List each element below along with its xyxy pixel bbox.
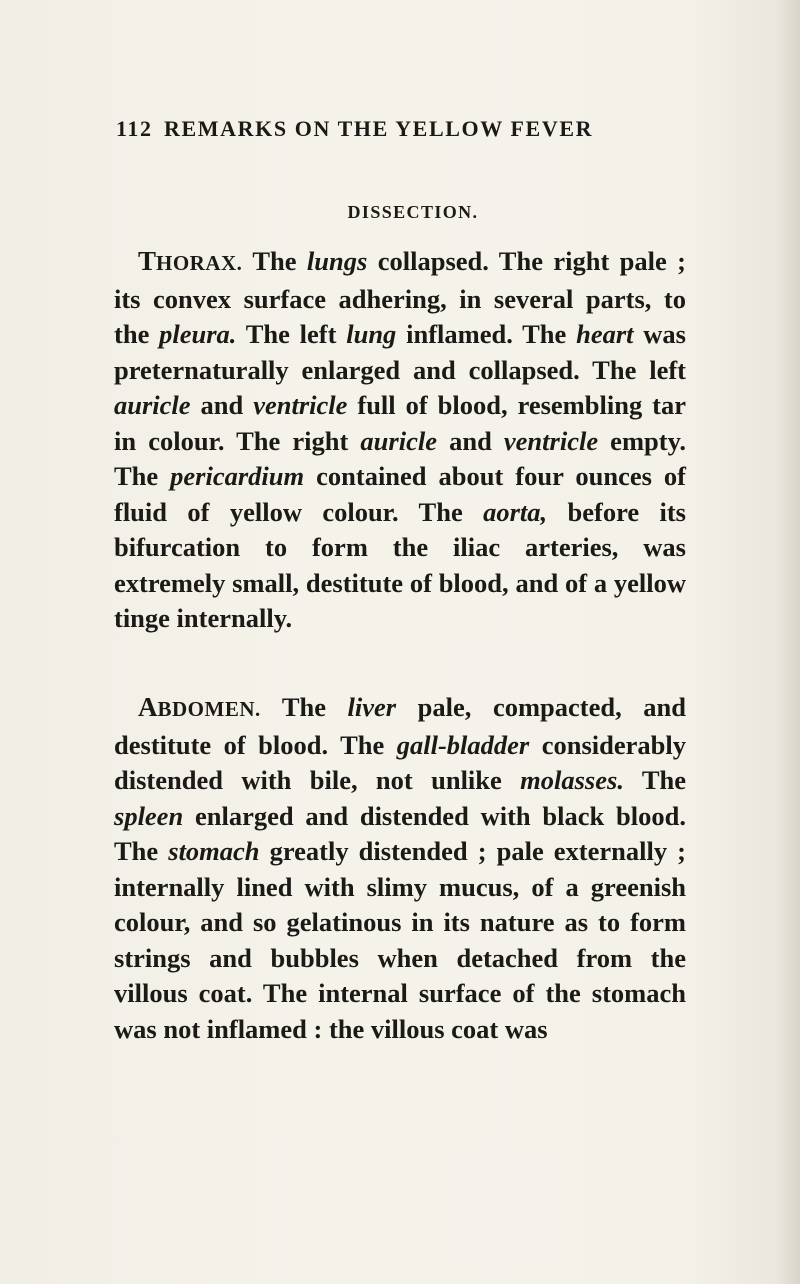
abdomen-lead-initial: A (138, 692, 158, 722)
italic-term: auricle (114, 390, 191, 420)
italic-term: auricle (360, 425, 437, 456)
thorax-lead-rest: HORAX. (156, 251, 243, 275)
italic-term: aorta, (483, 496, 548, 527)
text-run: enlarged and distended with black blood. The (114, 800, 686, 866)
italic-term: molasses. (520, 765, 624, 795)
italic-term: ventricle (503, 425, 599, 456)
italic-term: gall-bladder (396, 729, 530, 760)
italic-term: lungs (306, 246, 368, 276)
text-run: empty. The (114, 425, 686, 491)
italic-term: pericardium (170, 461, 305, 491)
text-run: collapsed. The right pale ; its convex surface adhering, in several parts, to the (114, 246, 687, 349)
abdomen-lead-rest: BDOMEN. (157, 697, 261, 721)
italic-term: spleen (114, 800, 184, 831)
italic-term: heart (576, 319, 634, 349)
page-number: 112 (116, 116, 153, 141)
italic-term: pleura. (159, 319, 237, 349)
text-run: was preternaturally enlarged and collapsed. The left (114, 319, 686, 385)
section-title: DISSECTION. (347, 202, 479, 222)
text-run: inflamed. The (396, 319, 577, 349)
text-run: The (242, 246, 307, 276)
text-run: pale, compacted, and destitute of blood. The (114, 692, 686, 760)
text-run: full of blood, resembling tar in colour. The right (114, 390, 687, 456)
text-run: contained about four ounces of fluid of yellow colour. The (114, 461, 686, 527)
text-run: and (436, 425, 504, 456)
thorax-paragraph (114, 244, 686, 637)
text-run: and (190, 390, 254, 420)
text-run: The (623, 765, 686, 795)
italic-term: lung (346, 319, 397, 349)
text-run: The left (236, 319, 347, 349)
abdomen-paragraph (114, 690, 686, 1047)
running-title: REMARKS ON THE YELLOW FEVER (164, 116, 594, 141)
italic-term: liver (347, 692, 397, 722)
running-header (116, 116, 676, 142)
text-run: before its bifurcation to form the iliac arteries, was extremely small, destitute of blood, and of a yellow tinge internally. (114, 496, 686, 633)
text-run: The (260, 692, 348, 722)
text-run: greatly distended ; pale externally ; internally lined with slimy mucus, of a greenish colour, and so gelatinous in its nature as to form strings and bubbles when detached from the villous coat. The internal surface of the stomach was not inflamed : the villous coat was (114, 836, 686, 1044)
thorax-lead-initial: T (138, 246, 157, 276)
italic-term: ventricle (253, 390, 348, 420)
text-run: considerably distended with bile, not unlike (114, 729, 686, 795)
italic-term: stomach (168, 836, 260, 866)
